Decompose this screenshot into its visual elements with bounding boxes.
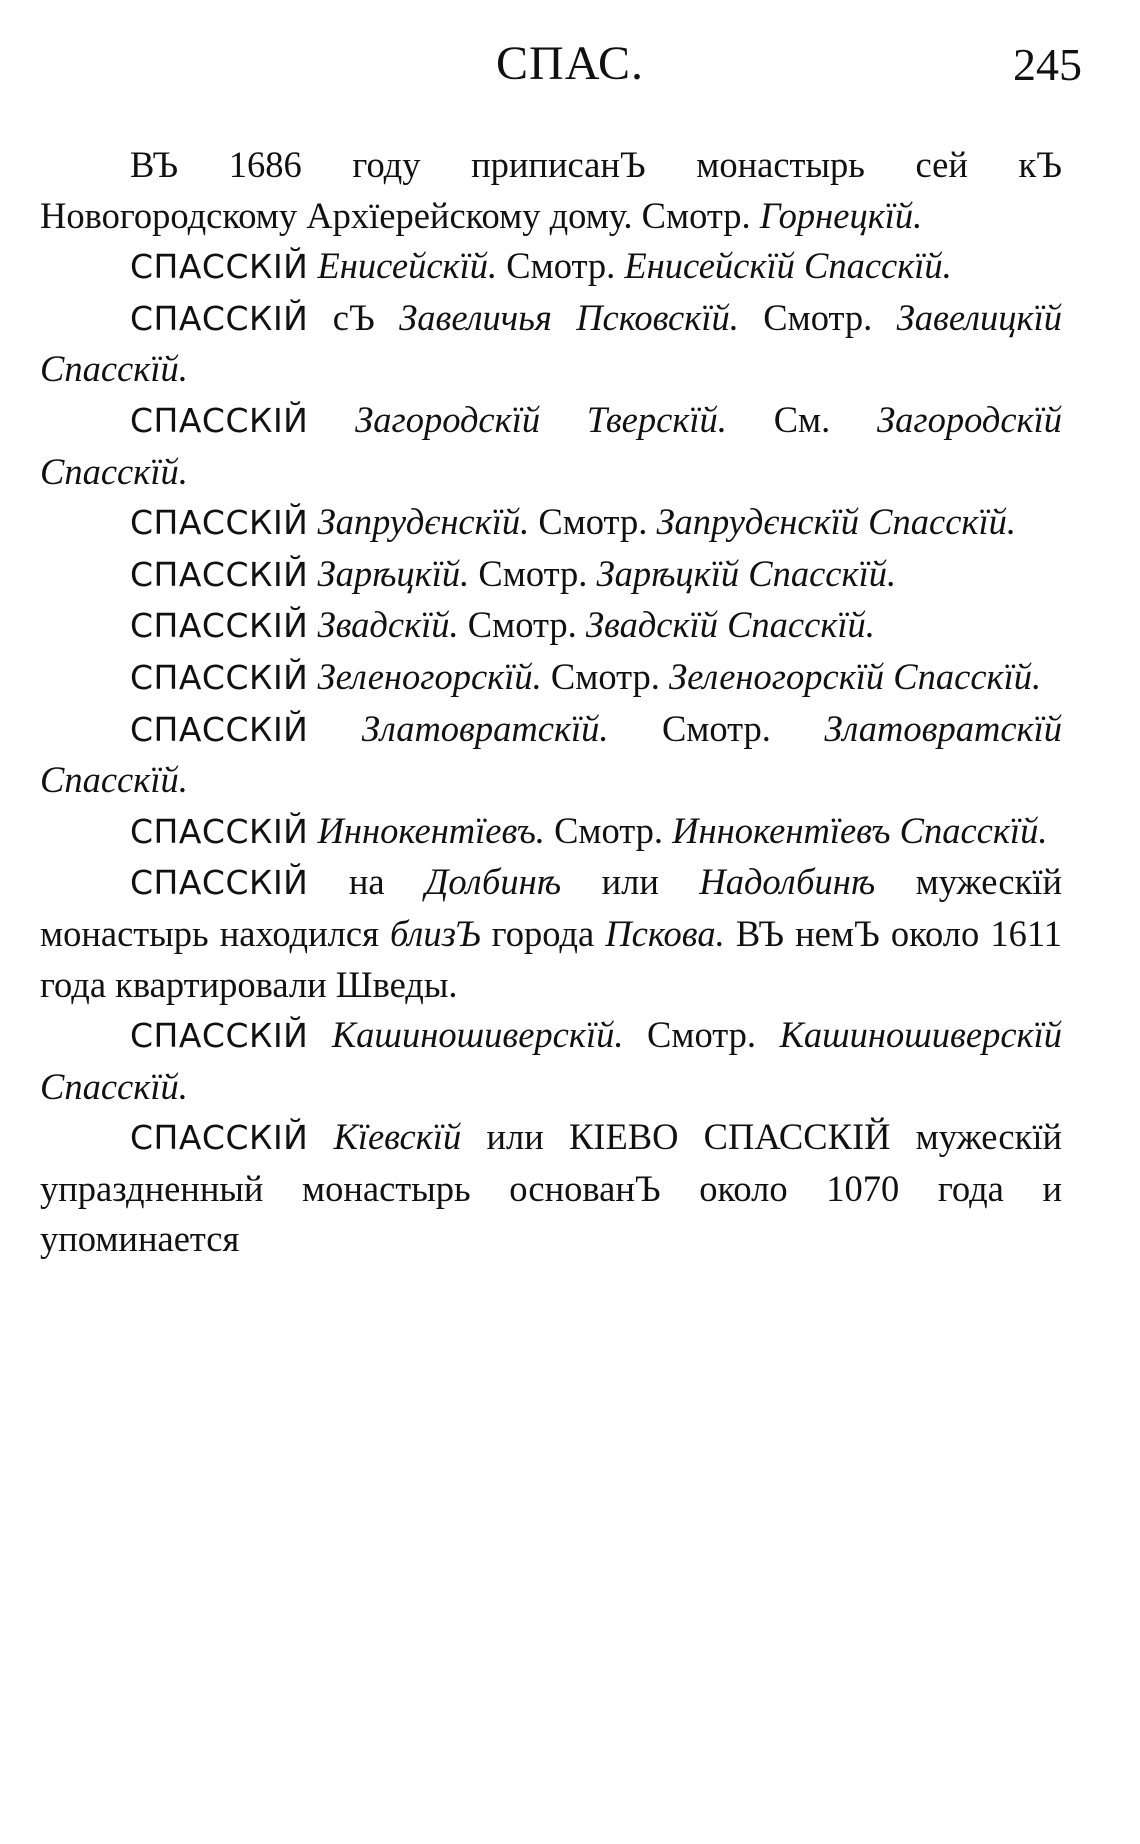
dictionary-entry <box>40 293 1062 395</box>
entry-reference: Енисейскїй Спасскїй. <box>624 245 952 287</box>
entry-headword: СПАССКІЙ <box>130 247 309 287</box>
entry-headword: СПАССКІЙ <box>130 1118 309 1158</box>
entry-text: Смотр. <box>541 655 670 697</box>
entry-reference: Завелицкїй Спасскїй. <box>40 296 1062 390</box>
entry-reference: Горнецкїй. <box>759 194 923 236</box>
entry-headword: СПАССКІЙ <box>130 400 309 440</box>
entry-headword: СПАССКІЙ <box>130 298 309 338</box>
entry-headword: СПАССКІЙ <box>130 811 309 851</box>
entry-headword: СПАССКІЙ <box>130 606 309 646</box>
dictionary-entry <box>40 140 1062 241</box>
entry-headword: СПАССКІЙ <box>130 709 309 749</box>
entry-text: Смотр. <box>497 245 625 287</box>
entry-reference: Енисейскїй. <box>308 245 498 287</box>
entry-reference: близЪ <box>389 912 481 954</box>
entry-text: или <box>561 861 700 903</box>
dictionary-entry <box>40 241 1062 293</box>
entry-text: сЪ <box>308 296 400 338</box>
dictionary-entry <box>40 652 1062 704</box>
entry-reference: Запрудєнскїй Спасскїй. <box>656 501 1016 543</box>
page-header <box>0 30 1140 100</box>
entry-reference: Кїевскїй <box>308 1116 462 1158</box>
entry-reference: Загородскїй Спасскїй. <box>40 398 1062 492</box>
entry-text: Смотр. <box>529 501 657 543</box>
entry-text: мужескїй монастырь находился <box>40 861 1062 954</box>
entry-reference: Кашиношиверскїй. <box>308 1014 624 1056</box>
entry-reference: Звадскїй. <box>308 604 459 646</box>
entry-headword: СПАССКІЙ <box>130 1016 309 1056</box>
entry-reference: Долбинѣ <box>425 861 562 903</box>
entry-text: Смотр. <box>608 707 825 749</box>
entry-headword: СПАССКІЙ <box>130 657 309 697</box>
dictionary-entry <box>40 395 1062 497</box>
entry-text: Смотр. <box>458 604 586 646</box>
page-number: 245 <box>1013 39 1082 90</box>
entry-reference: Надолбинѣ <box>699 861 876 903</box>
entry-text: Смотр. <box>738 296 897 338</box>
running-head: СПАС. <box>496 37 644 90</box>
entry-text: или КІЕВО СПАССКІЙ мужескїй упраздненный монастырь основанЪ около 1070 года и упоминается <box>40 1116 1063 1260</box>
entry-text: Смотр. <box>623 1014 780 1056</box>
dictionary-entry <box>40 857 1062 1010</box>
entry-reference: Завеличья Псковскїй. <box>399 296 739 338</box>
entry-reference: Златовратскїй Спасскїй. <box>40 707 1062 801</box>
dictionary-entry <box>40 1112 1062 1265</box>
entry-headword: СПАССКІЙ <box>130 554 309 594</box>
entry-text: См. <box>726 398 878 440</box>
dictionary-entries <box>40 140 1062 1265</box>
entry-reference: Загородскїй Тверскїй. <box>308 398 727 440</box>
entry-reference: Златовратскїй. <box>308 707 609 749</box>
entry-reference: Зеленогорскїй. <box>308 655 542 697</box>
entry-reference: Зарѣцкїй Спасскїй. <box>596 552 897 594</box>
entry-reference: Зарѣцкїй. <box>308 552 470 594</box>
dictionary-entry <box>40 497 1062 549</box>
entry-reference: Запрудєнскїй. <box>308 501 530 543</box>
entry-reference: Иннокентїевъ. <box>308 809 545 851</box>
entry-text: города <box>480 912 606 954</box>
entry-text: Смотр. <box>469 552 597 594</box>
entry-reference: Кашиношиверскїй Спасскїй. <box>40 1014 1063 1107</box>
entry-headword: СПАССКІЙ <box>130 863 309 903</box>
dictionary-entry <box>40 600 1062 652</box>
dictionary-entry <box>40 704 1062 806</box>
dictionary-entry <box>40 1010 1062 1112</box>
entry-text: Смотр. <box>544 809 673 851</box>
dictionary-entry <box>40 549 1062 601</box>
entry-text: ВЪ 1686 году приписанЪ монастырь сей кЪ Новогородскому Архїерейскому дому. Смотр. <box>40 144 1062 236</box>
entry-text: на <box>308 861 426 903</box>
dictionary-entry <box>40 806 1062 858</box>
entry-reference: Зеленогорскїй Спасскїй. <box>669 655 1042 697</box>
entry-reference: Иннокентїевъ Спасскїй. <box>672 809 1048 851</box>
entry-reference: Пскова. <box>605 912 725 954</box>
entry-reference: Звадскїй Спасскїй. <box>585 604 875 646</box>
entry-headword: СПАССКІЙ <box>130 503 309 543</box>
entry-text: ВЪ немЪ около 1611 года квартировали Шведы. <box>40 912 1062 1005</box>
